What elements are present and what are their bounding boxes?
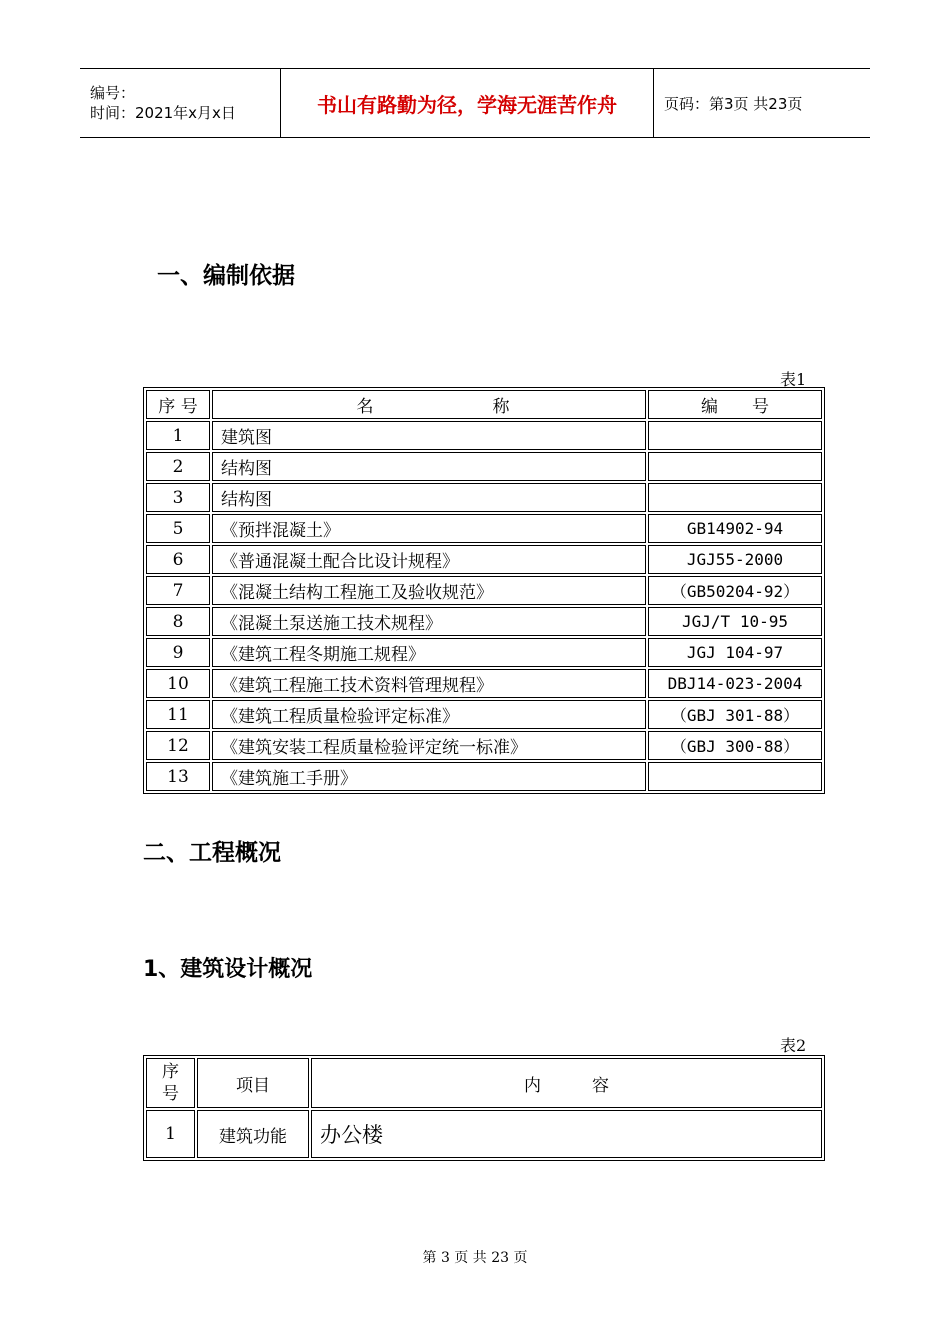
cell-code: GB14902-94 [648,514,822,543]
cell-no: 13 [146,762,210,791]
section-title-basis: 一、编制依据 [157,263,295,289]
table-row [146,483,822,512]
cell-code [648,762,822,791]
cell-name: 《建筑安装工程质量检验评定统一标准》 [212,731,646,760]
table-row [146,669,822,698]
table-row [146,1110,822,1158]
col-header-no: 序 号 [146,390,210,419]
cell-code: JGJ55-2000 [648,545,822,574]
header-page-label: 页码：第3页 共23页 [664,94,803,113]
cell-code: JGJ 104-97 [648,638,822,667]
table-row [146,700,822,729]
cell-no: 7 [146,576,210,605]
cell-code [648,483,822,512]
cell-code: JGJ/T 10-95 [648,607,822,636]
cell-no: 5 [146,514,210,543]
cell-no: 11 [146,700,210,729]
architecture-table [143,1055,825,1161]
cell-name: 《建筑工程冬期施工规程》 [212,638,646,667]
header-slogan [281,69,654,137]
table-row [146,731,822,760]
cell-no: 6 [146,545,210,574]
cell-no: 3 [146,483,210,512]
cell-name: 《混凝土结构工程施工及验收规范》 [212,576,646,605]
table-row [146,607,822,636]
table-row [146,638,822,667]
header-slogan-text: 书山有路勤为径，学海无涯苦作舟 [317,92,617,117]
table-row [146,421,822,450]
col-header-item: 项目 [197,1058,309,1108]
cell-name: 建筑图 [212,421,646,450]
col-header-content: 内 容 [311,1058,822,1108]
cell-name: 《建筑工程施工技术资料管理规程》 [212,669,646,698]
cell-name: 结构图 [212,483,646,512]
page-footer: 第 3 页 共 23 页 [422,1250,528,1266]
header-page [654,69,870,137]
col-header-name: 名 称 [212,390,646,419]
cell-content: 办公楼 [311,1110,822,1158]
table-row [146,545,822,574]
cell-no: 2 [146,452,210,481]
cell-name: 《建筑施工手册》 [212,762,646,791]
table-row [146,514,822,543]
cell-code: （GBJ 300-88） [648,731,822,760]
header-time-label: 时间：2021年x月x日 [90,104,236,122]
table-row [146,452,822,481]
header-meta [80,69,281,137]
table-row [146,576,822,605]
col-header-no-line1: 序 [162,1062,179,1082]
cell-no: 1 [146,421,210,450]
table2-caption: 表2 [780,1036,807,1055]
cell-name: 《建筑工程质量检验评定标准》 [212,700,646,729]
page-header [80,68,870,138]
col-header-no-line2: 号 [162,1084,179,1104]
section-title-architecture: 1、建筑设计概况 [143,957,313,982]
section-title-overview: 二、工程概况 [143,840,281,866]
header-number-label: 编号： [90,84,136,102]
cell-item: 建筑功能 [197,1110,309,1158]
cell-no: 12 [146,731,210,760]
col-header-code: 编 号 [648,390,822,419]
cell-code: DBJ14-023-2004 [648,669,822,698]
table1-caption: 表1 [780,370,807,389]
table-header-row [146,390,822,419]
cell-name: 《混凝土泵送施工技术规程》 [212,607,646,636]
cell-no: 10 [146,669,210,698]
cell-no: 8 [146,607,210,636]
standards-table [143,387,825,794]
cell-code [648,452,822,481]
cell-code: （GBJ 301-88） [648,700,822,729]
cell-code: （GB50204-92） [648,576,822,605]
cell-code [648,421,822,450]
cell-name: 结构图 [212,452,646,481]
cell-no: 1 [146,1110,195,1158]
col-header-no [146,1058,195,1108]
cell-name: 《普通混凝土配合比设计规程》 [212,545,646,574]
cell-name: 《预拌混凝土》 [212,514,646,543]
table-header-row [146,1058,822,1108]
table-row [146,762,822,791]
cell-no: 9 [146,638,210,667]
